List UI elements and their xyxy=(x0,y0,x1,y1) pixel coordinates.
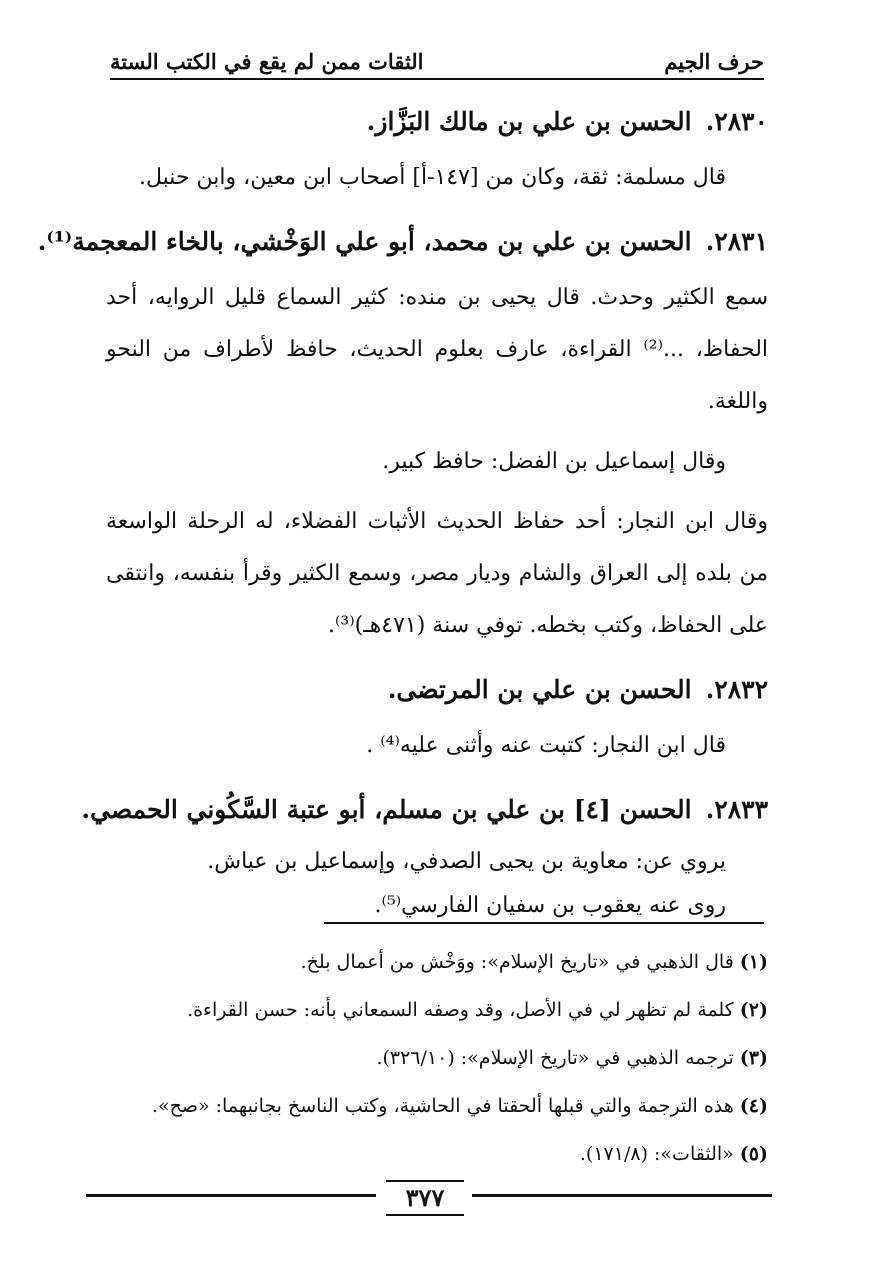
entry-paragraph: قال مسلمة: ثقة، وكان من [١٤٧-أ] أصحاب ابن معين، وابن حنبل. xyxy=(139,165,726,190)
entry-number: ٢٨٣١. xyxy=(705,227,768,256)
entry-title: الحسن بن علي بن المرتضى. xyxy=(387,675,692,704)
footnote-separator xyxy=(324,922,764,924)
entry-2830 xyxy=(106,92,768,204)
entry-title: الحسن [٤] بن علي بن مسلم، أبو عتبة السَّكُوني الحمصي. xyxy=(81,795,692,824)
entry-2833 xyxy=(81,780,768,928)
footnote-text: «الثقات»: (١٧١/٨). xyxy=(579,1143,734,1165)
header-section: حرف الجيم xyxy=(664,49,764,74)
footnote-number: (٥) xyxy=(739,1143,768,1165)
entry-2832 xyxy=(106,660,768,772)
footer-rule-right xyxy=(472,1194,772,1197)
entry-paragraph: سمع الكثير وحدث. قال يحيى بن منده: كثير السماع قليل الروايه، أحد الحفاظ، ...⁽²⁾ القراءة، عارف بعلوم الحديث، حافظ لأطراف من النحو واللغة. xyxy=(106,285,769,414)
entry-number: ٢٨٣٢. xyxy=(705,675,768,704)
entry-paragraph: قال ابن النجار: كتبت عنه وأثنى عليه⁽⁴⁾ . xyxy=(366,733,726,758)
footnote xyxy=(110,938,768,986)
footnote-number: (٤) xyxy=(739,1095,768,1117)
footnote xyxy=(110,1034,768,1082)
entry-paragraph: يروي عن: معاوية بن يحيى الصدفي، وإسماعيل بن عياش. xyxy=(207,849,726,874)
footnote-number: (١) xyxy=(739,951,768,973)
header-book-title: الثقات ممن لم يقع في الكتب الستة xyxy=(110,49,424,74)
footnote-text: قال الذهبي في «تاريخ الإسلام»: ووَخْش من أعمال بلخ. xyxy=(300,951,734,973)
entry-paragraph: وقال إسماعيل بن الفضل: حافظ كبير. xyxy=(382,449,726,474)
entry-number: ٢٨٣٣. xyxy=(705,795,768,824)
footnote xyxy=(110,1082,768,1130)
entry-number: ٢٨٣٠. xyxy=(705,107,768,136)
footnotes xyxy=(110,938,768,1178)
entry-heading xyxy=(81,780,768,840)
running-header xyxy=(110,34,764,80)
entry-heading xyxy=(106,92,768,152)
footer-rule-left xyxy=(86,1194,376,1197)
entry-paragraph: وقال ابن النجار: أحد حفاظ الحديث الأثبات الفضلاء، له الرحلة الواسعة من بلده إلى العراق والشام وديار مصر، وسمع الكثير وقرأ بنفسه، وانتقى على الحفاظ، وكتب بخطه. توفي سنة (٤٧١هـ)⁽³⁾. xyxy=(106,509,768,638)
page-number: ٣٧٧ xyxy=(386,1180,464,1216)
footnote xyxy=(110,1130,768,1178)
footnote-text: ترجمه الذهبي في «تاريخ الإسلام»: (٣٢٦/١٠). xyxy=(376,1047,734,1069)
footnote-text: كلمة لم تظهر لي في الأصل، وقد وصفه السمعاني بأنه: حسن القراءة. xyxy=(187,999,734,1021)
footnote-number: (٢) xyxy=(739,999,768,1021)
entry-heading xyxy=(37,212,768,272)
footnote xyxy=(110,986,768,1034)
main-text xyxy=(37,92,769,936)
footnote-number: (٣) xyxy=(739,1047,768,1069)
entry-title: الحسن بن علي بن محمد، أبو علي الوَخْشي، بالخاء المعجمة⁽¹⁾. xyxy=(37,227,692,256)
entry-paragraph: روى عنه يعقوب بن سفيان الفارسي⁽⁵⁾. xyxy=(374,893,726,918)
page-footer xyxy=(86,1180,772,1212)
entry-2831 xyxy=(37,212,769,652)
entry-heading xyxy=(106,660,768,720)
entry-title: الحسن بن علي بن مالك البَزَّاز. xyxy=(366,107,692,136)
footnote-text: هذه الترجمة والتي قبلها ألحقتا في الحاشية، وكتب الناسخ بجانبهما: «صح». xyxy=(151,1095,734,1117)
